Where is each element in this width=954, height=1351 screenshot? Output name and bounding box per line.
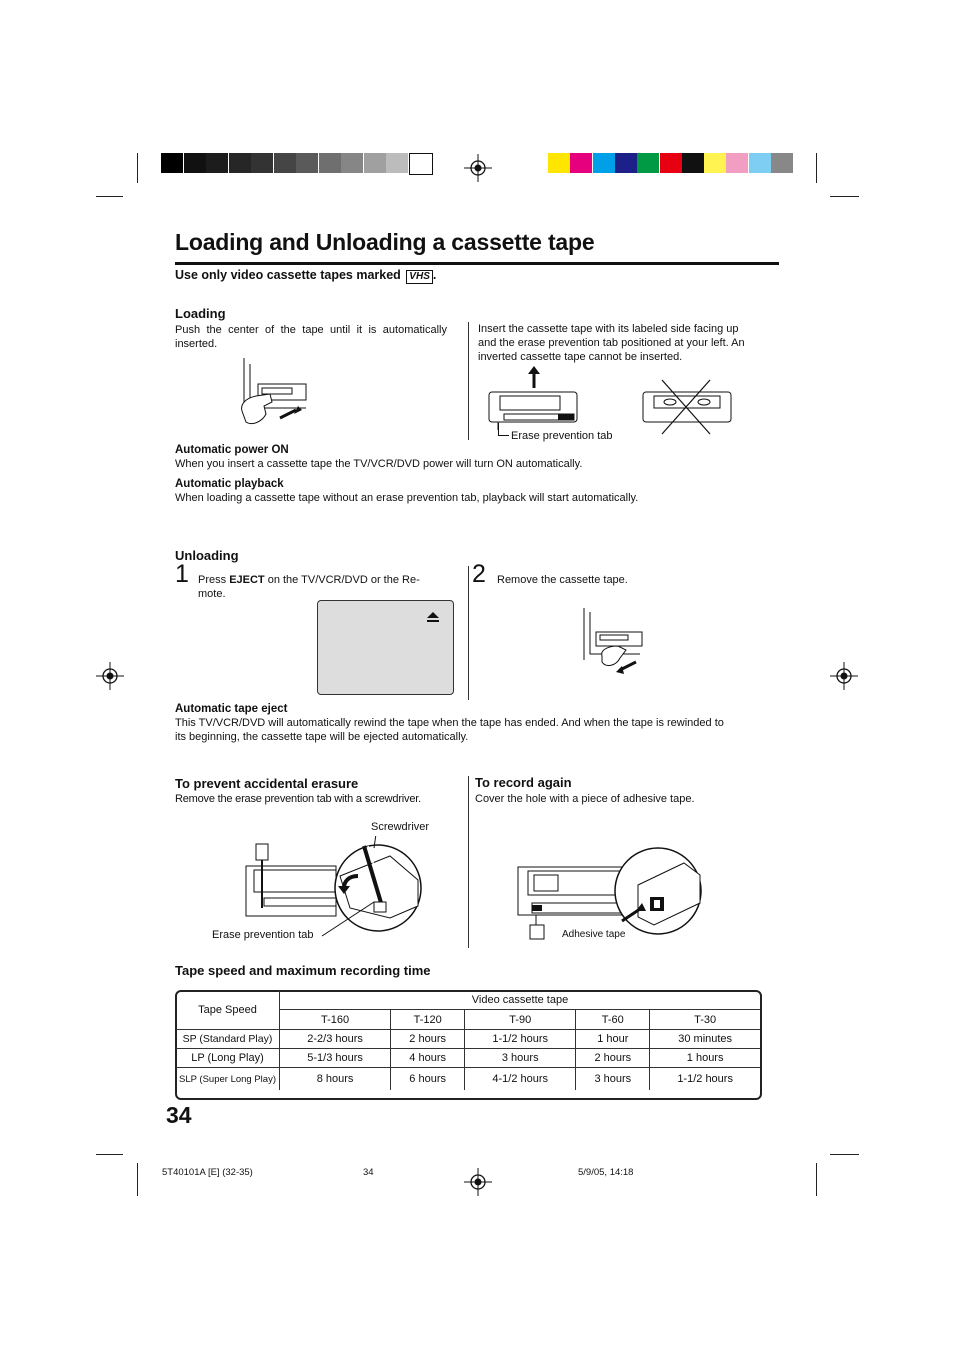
vhs-note-text: Use only video cassette tapes marked	[175, 268, 401, 282]
step-1-text	[198, 573, 438, 601]
table-speed-cell: LP (Long Play)	[176, 1049, 280, 1068]
cassette-correct-icon	[486, 366, 581, 430]
step-1-post: on the TV/VCR/DVD or the Re-mote.	[198, 574, 420, 600]
step-1-pre: Press	[198, 574, 230, 586]
gray-swatch	[229, 153, 251, 173]
page-number: 34	[166, 1102, 192, 1128]
color-swatch	[726, 153, 748, 173]
footer-center: 34	[363, 1167, 374, 1178]
adhesive-tape-icon	[514, 845, 704, 941]
table-header-tape: T-90	[465, 1010, 576, 1030]
crop-mark	[830, 1154, 859, 1155]
color-swatch	[749, 153, 771, 173]
table-cell: 3 hours	[465, 1049, 576, 1068]
table-cell: 1 hours	[650, 1049, 760, 1068]
auto-eject-text: This TV/VCR/DVD will automatically rewind the tape when the tape has ended. And when the tape is rewinded to its beginning, the cassette tape will be ejected automatically.	[175, 717, 724, 743]
table-header-group: Video cassette tape	[280, 991, 761, 1010]
gray-swatch	[274, 153, 296, 173]
gray-swatch	[161, 153, 183, 173]
cassette-inverted-icon	[640, 378, 735, 436]
table-cell: 2-2/3 hours	[280, 1030, 391, 1049]
auto-play-heading: Automatic playback	[175, 478, 284, 490]
prevent-tab-label: Erase prevention tab	[212, 929, 314, 941]
column-divider	[468, 322, 469, 440]
auto-power-text: When you insert a cassette tape the TV/VCR/DVD power will turn ON automatically.	[175, 458, 583, 470]
color-swatch	[771, 153, 793, 173]
crop-mark	[816, 153, 817, 183]
page-title: Loading and Unloading a cassette tape	[175, 229, 595, 255]
gray-swatch	[206, 153, 228, 173]
screwdriver-label: Screwdriver	[371, 821, 430, 833]
prevent-text: Remove the erase prevention tab with a screwdriver.	[175, 793, 421, 805]
color-swatch	[704, 153, 726, 173]
hand-remove-tape-icon	[580, 606, 650, 678]
prevent-heading: To prevent accidental erasure	[175, 776, 359, 791]
color-swatch	[548, 153, 570, 173]
table-cell: 3 hours	[576, 1068, 650, 1091]
table-header-tape: T-160	[280, 1010, 391, 1030]
loading-text: Push the center of the tape until it is automatically inserted.	[175, 324, 447, 350]
gray-swatch	[409, 153, 433, 175]
table-cell: 5-1/3 hours	[280, 1049, 391, 1068]
table-header-speed: Tape Speed	[176, 991, 280, 1030]
crop-mark	[137, 1163, 138, 1196]
step-1-number: 1	[175, 560, 189, 588]
table-cell: 1-1/2 hours	[465, 1030, 576, 1049]
callout-line	[498, 423, 509, 436]
table-row	[176, 1068, 760, 1091]
registration-mark-icon	[464, 1168, 492, 1196]
registration-mark-icon	[96, 662, 124, 690]
table-cell: 1-1/2 hours	[650, 1068, 760, 1091]
vhs-logo: VHS	[406, 270, 433, 284]
gray-swatch	[341, 153, 363, 173]
table-cell: 4-1/2 hours	[465, 1068, 576, 1091]
gray-swatch	[184, 153, 206, 173]
record-heading: To record again	[475, 775, 572, 790]
record-text: Cover the hole with a piece of adhesive tape.	[475, 793, 695, 805]
table-row	[176, 1049, 760, 1068]
table-header-tape: T-30	[650, 1010, 760, 1030]
registration-mark-icon	[830, 662, 858, 690]
table-speed-cell: SP (Standard Play)	[176, 1030, 280, 1049]
color-swatch	[593, 153, 615, 173]
eject-icon	[426, 611, 440, 623]
insert-text: Insert the cassette tape with its labeled side facing up and the erase prevention tab positioned at your left. An inverted cassette tape cannot be inserted.	[478, 323, 745, 363]
footer-left: 5T40101A [E] (32-35)	[162, 1167, 253, 1178]
auto-eject-heading: Automatic tape eject	[175, 703, 288, 715]
table-speed-cell: SLP (Super Long Play)	[176, 1068, 280, 1091]
table-header-tape: T-120	[391, 1010, 465, 1030]
auto-power-heading: Automatic power ON	[175, 444, 289, 456]
column-divider	[468, 566, 469, 700]
crop-mark	[816, 1163, 817, 1196]
table-cell: 6 hours	[391, 1068, 465, 1091]
hand-insert-tape-icon	[236, 356, 316, 431]
table-header-tape: T-60	[576, 1010, 650, 1030]
vhs-note: Use only video cassette tapes marked VHS .	[175, 268, 437, 282]
gray-swatch	[364, 153, 386, 173]
crop-mark	[137, 153, 138, 183]
auto-play-text: When loading a cassette tape without an erase prevention tab, playback will start automatically.	[175, 492, 639, 504]
gray-swatch	[296, 153, 318, 173]
column-divider	[468, 776, 469, 948]
gray-swatch	[319, 153, 341, 173]
color-swatch	[660, 153, 682, 173]
table-body	[176, 1030, 760, 1091]
adhesive-label: Adhesive tape	[562, 929, 626, 940]
table-heading: Tape speed and maximum recording time	[175, 963, 431, 978]
table-cell: 2 hours	[576, 1049, 650, 1068]
eject-label: EJECT	[229, 574, 265, 586]
recording-time-table	[176, 991, 760, 1090]
title-rule	[175, 262, 779, 265]
loading-heading: Loading	[175, 306, 226, 321]
crop-mark	[96, 1154, 123, 1155]
registration-mark-icon	[464, 154, 492, 182]
step-2-text: Remove the cassette tape.	[497, 574, 628, 586]
crop-mark	[96, 196, 123, 197]
table-cell: 1 hour	[576, 1030, 650, 1049]
table-cell: 2 hours	[391, 1030, 465, 1049]
table-cell: 30 minutes	[650, 1030, 760, 1049]
crop-mark	[830, 196, 859, 197]
callout-line	[318, 898, 378, 940]
gray-swatch	[386, 153, 408, 173]
gray-swatch	[251, 153, 273, 173]
table-row	[176, 1030, 760, 1049]
color-swatch	[615, 153, 637, 173]
table-cell: 4 hours	[391, 1049, 465, 1068]
unloading-heading: Unloading	[175, 548, 239, 563]
table-cell: 8 hours	[280, 1068, 391, 1091]
color-swatch	[637, 153, 659, 173]
color-swatch	[570, 153, 592, 173]
step-2-number: 2	[472, 560, 486, 588]
color-swatch	[682, 153, 704, 173]
screen-display	[317, 600, 454, 695]
footer-right: 5/9/05, 14:18	[578, 1167, 634, 1178]
erase-tab-label: Erase prevention tab	[511, 430, 613, 442]
